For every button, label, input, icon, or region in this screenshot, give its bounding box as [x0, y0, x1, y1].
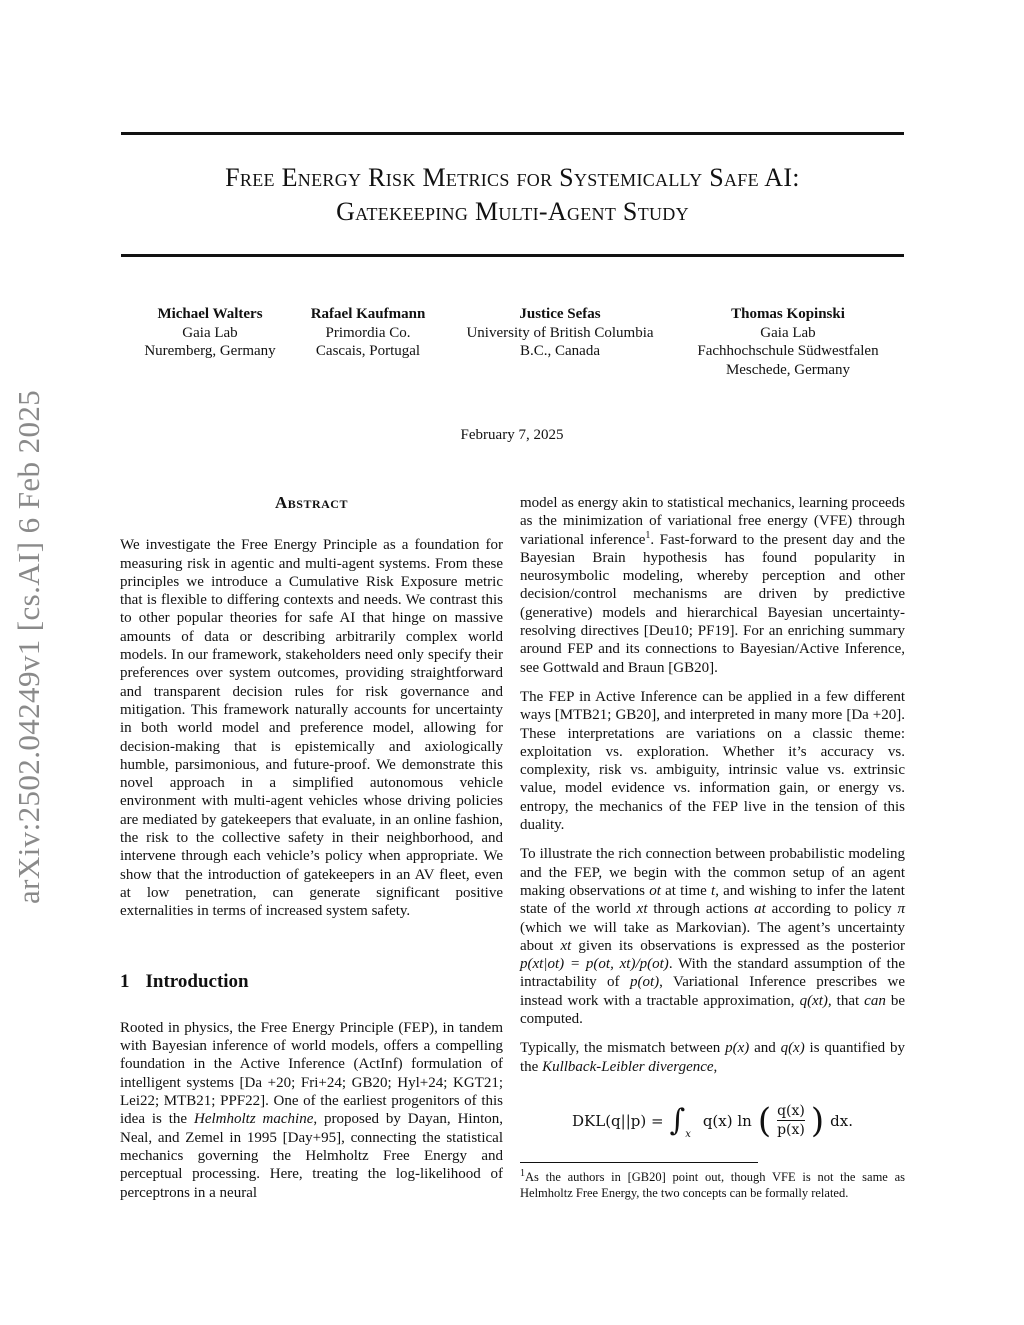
integral-subscript: x	[685, 1128, 691, 1140]
author-affiliation: B.C., Canada	[520, 343, 600, 359]
body-paragraph: To illustrate the rich connection between probabilistic modeling and the FEP, we begin with the common setup of an agent making observations ot at time t, and wishing to infer the latent state of the world xt through actions at according to policy π (which we will take as Markovian). The agent’s uncertainty about xt given its observations is expressed as the posterior p(xt|ot) = p(ot, xt)/p(ot). With the standard assumption of the intractability of p(ot), Variational Inference prescribes we instead work with a tractable approximation, q(xt), that can be computed.	[520, 846, 906, 1028]
title-bottom-rule	[121, 254, 904, 257]
footnote-marker: 1	[645, 529, 651, 541]
body-paragraph: Typically, the mismatch between p(x) and q(x) is quantified by the Kullback-Leibler divergence,	[520, 1040, 905, 1075]
author-affiliation: Gaia Lab	[182, 324, 238, 341]
author-name: Rafael Kaufmann	[310, 306, 426, 322]
author-affiliation: Primordia Co.	[325, 324, 411, 341]
right-column	[520, 494, 905, 1202]
fraction-numerator: q(x)	[777, 1103, 805, 1120]
author-affiliation: Fachhochschule Südwestfalen	[697, 343, 879, 359]
intro-paragraph: Rooted in physics, the Free Energy Principle (FEP), in tandem with Bayesian inference of world models, offers a compelling foundation in the Active Inference (ActInf) formulation of intelligent systems [Da +20; Fri+24; GB20; Hyl+24; KGT21; Lei22; MTB21; PPF22]. One of the earliest progenitors of this idea is the Helmholtz machine, proposed by Dayan, Hinton, Neal, and Zemel in 1995 [Day+95], connecting the statistical mechanics governing the Helmholtz Free Energy and perceptual processing. Here, treating the log-likelihood of perceptrons in a neural	[120, 1019, 503, 1201]
author-affiliation: University of British Columbia	[466, 324, 654, 341]
author-affiliation: Gaia Lab	[760, 324, 816, 341]
author-name: Justice Sefas	[519, 306, 601, 322]
section-title: Introduction	[145, 970, 249, 992]
author-name: Michael Walters	[157, 306, 263, 322]
equation-integrand: q(x) ln	[702, 1111, 752, 1130]
author-block	[670, 305, 906, 379]
title-top-rule	[121, 132, 904, 135]
footnote-text: As the authors in [GB20] point out, though VFE is not the same as Helmholtz Free Energy, the two concepts can be formally related.	[520, 1169, 905, 1201]
abstract-text: We investigate the Free Energy Principle as a foundation for measuring risk in agentic and multi-agent systems. From these principles we introduce a Cumulative Risk Exposure metric that is flexible to differing contexts and needs. We contrast this to other popular theories for safe AI that hinge on massive amounts of data or describing arbitrarily complex world models. In our framework, stakeholders need only specify their preferences over system outcomes, providing straightforward and transparent decision rules for risk governance and mitigation. This framework naturally accounts for uncertainty in both world model and preference model, allowing for decision-making that is epistemically and axiologically humble, parsimonious, and future-proof. We demonstrate this novel approach in a simplified autonomous vehicle environment with multi-agent vehicles whose driving policies are mediated by gatekeepers that evaluate, in an online fashion, the risk to the collective safety in their neighborhood, and intervene through each vehicle’s policy when appropriate. We show that the introduction of gatekeepers in an AV fleet, even at low penetration, can generate significant positive externalities in terms of increased system safety.	[120, 537, 503, 920]
publication-date: February 7, 2025	[460, 427, 564, 443]
author-block	[446, 305, 674, 361]
section-number: 1	[120, 970, 130, 992]
author-affiliation: Cascais, Portugal	[315, 343, 421, 359]
author-block	[288, 305, 448, 361]
equation-lhs: DKL(q||p) =	[572, 1111, 664, 1130]
right-paren: )	[810, 1100, 825, 1141]
author-affiliation: Meschede, Germany	[725, 361, 851, 378]
footnote-mark: 1	[520, 1167, 525, 1179]
left-paren: (	[757, 1100, 772, 1141]
integral-symbol: ∫	[669, 1102, 686, 1138]
equation-rhs: dx.	[830, 1111, 853, 1130]
section-heading-introduction	[120, 970, 503, 992]
fraction-denominator: p(x)	[777, 1122, 805, 1139]
footnote-rule	[520, 1162, 758, 1163]
author-block	[120, 305, 300, 361]
author-affiliation: Nuremberg, Germany	[144, 343, 276, 359]
body-paragraph: The FEP in Active Inference can be applied in a few different ways [MTB21; GB20], and interpreted in many more [Da +20]. These interpretations are variations on a classic theme: exploitation vs. exploration. Whether it’s accuracy vs. complexity, risk vs. ambiguity, intrinsic value vs. extrinsic value, model evidence vs. information gain, or energy vs. entropy, the mechanics of the FEP live in the tension of this duality.	[520, 688, 905, 834]
fraction	[777, 1102, 805, 1140]
left-column	[120, 494, 503, 1202]
arxiv-identifier: arXiv:2502.04249v1 [cs.AI] 6 Feb 2025	[11, 389, 46, 905]
paper-title-line-1: Free Energy Risk Metrics for Systemically Safe AI:	[225, 163, 800, 192]
author-name: Thomas Kopinski	[731, 306, 845, 322]
footnote	[520, 1169, 905, 1202]
body-paragraph: model as energy akin to statistical mechanics, learning proceeds as the minimization of variational free energy (VFE) through variational inference$^1$. Fast-forward to the present day and the Bayesian Brain hypothesis has found popularity in neurosymbolic modeling, whereby perception and other decision/control mechanisms are driven by predictive (generative) models and hierarchical Bayesian uncertainty-resolving directives [Deu10; PF19]. For an enriching summary around FEP and its connections to Bayesian/Active Inference, see Gottwald and Braun [GB20].	[520, 495, 905, 676]
kl-divergence-equation	[520, 1098, 905, 1144]
paper-title-line-2: Gatekeeping Multi-Agent Study	[336, 197, 689, 226]
abstract-heading: Abstract	[275, 493, 348, 512]
